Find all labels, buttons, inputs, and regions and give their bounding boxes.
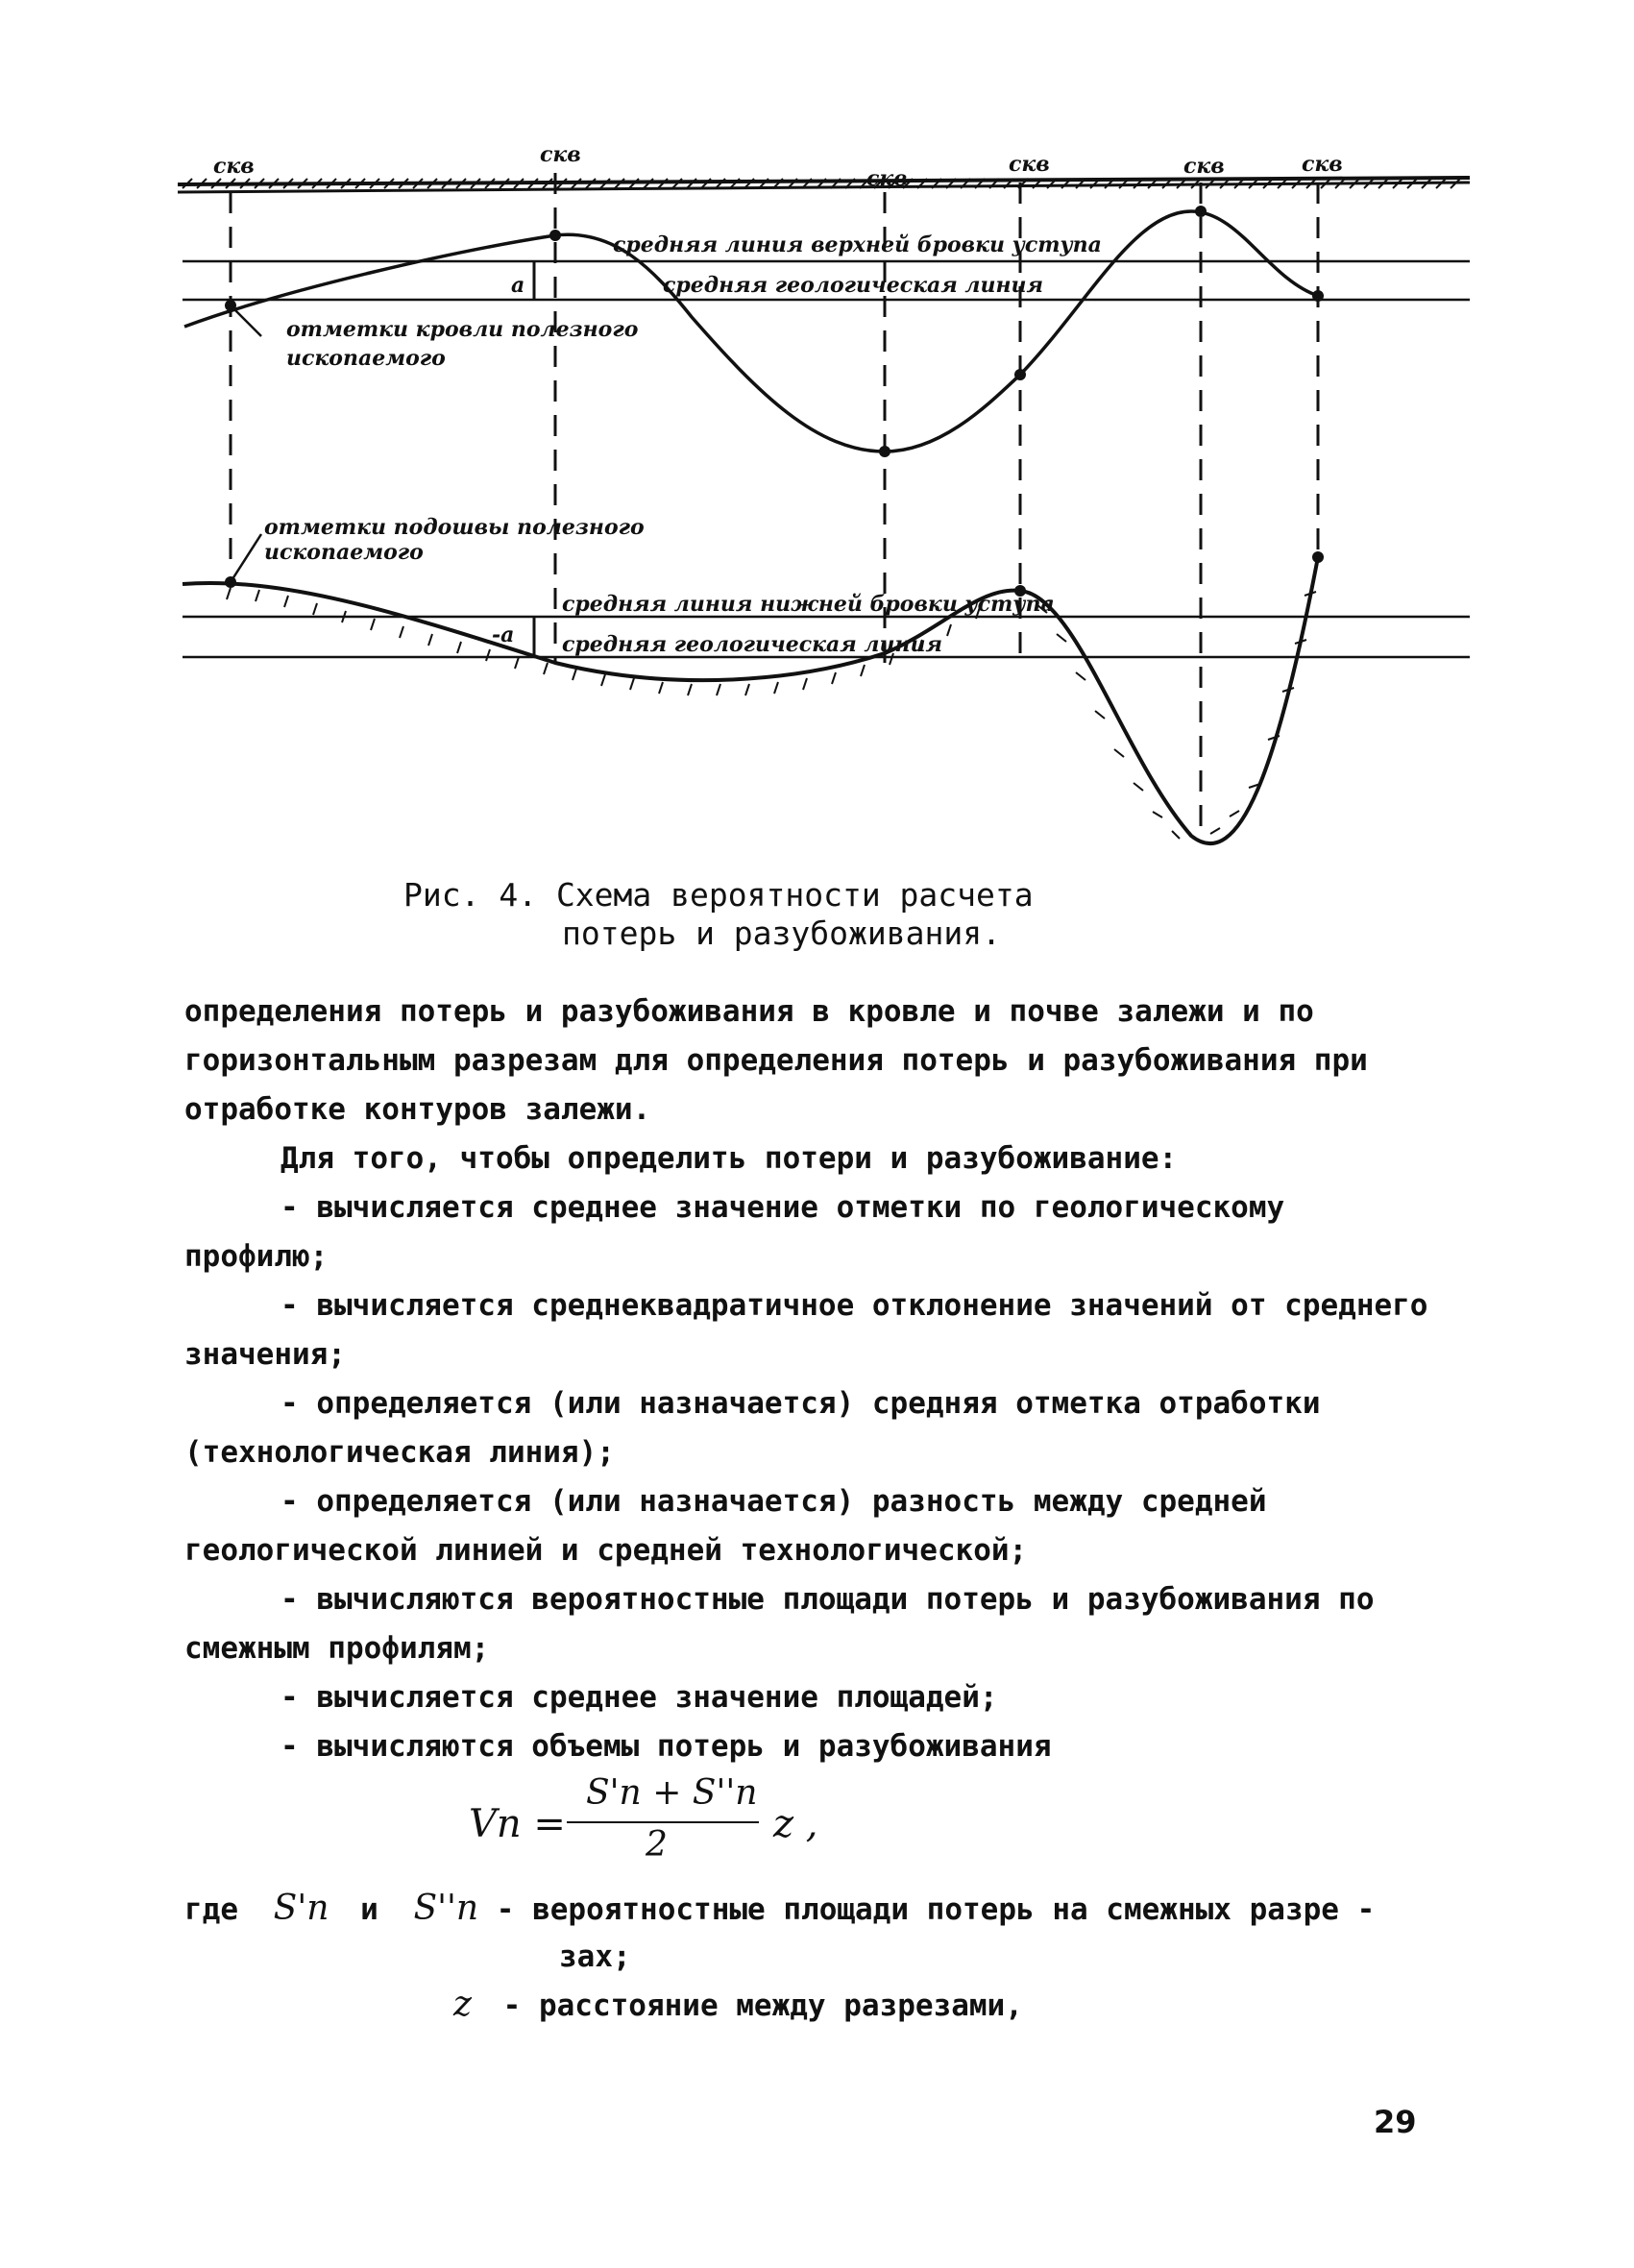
label-floor-2: ископаемого (264, 540, 424, 565)
label-roof: отметки кровли полезного (286, 317, 639, 342)
paragraph-1: определения потерь и разубоживания в кровле и почве залежи и по горизонтальным разрезам для определения потерь и разубоживания при отработке контуров залежи. (184, 994, 1368, 1127)
label-upper-geo: средняя геологическая линия (663, 273, 1044, 298)
bullet-2: - вычисляется среднеквадратичное отклонение значений от среднего значения; (184, 1288, 1428, 1372)
where-sym-2: S''n (413, 1889, 479, 1928)
where-prefix: где (184, 1892, 238, 1927)
where-desc-1: - вероятностные площади потерь на смежных разре - (496, 1892, 1376, 1927)
formula-factor: z , (773, 1802, 818, 1846)
floor-hatching (227, 588, 1316, 839)
figure-4-diagram (0, 0, 1634, 865)
well-label-3: скв (866, 166, 908, 191)
well-label-2: скв (540, 142, 581, 167)
formula-lhs: Vn = (469, 1802, 566, 1846)
well-label-1: скв (213, 154, 255, 179)
where-sym-3: z (453, 1985, 472, 2024)
caption-line-2: потерь и разубоживания. (562, 915, 1001, 952)
label-lower-berm: средняя линия нижней бровки уступа (562, 592, 1055, 617)
where-and: и (360, 1892, 378, 1927)
ground-surface (178, 178, 1470, 192)
label-roof-2: ископаемого (286, 346, 446, 371)
where-desc-3: - расстояние между разрезами, (502, 1988, 1023, 2023)
a-marker-lower: -а (492, 622, 515, 647)
volume-formula (461, 1775, 865, 1881)
formula-fraction-bar (567, 1821, 759, 1823)
bullet-4: - определяется (или назначается) разность между средней геологической линией и средней технологической; (184, 1484, 1267, 1568)
bullet-5: - вычисляются вероятностные площади потерь и разубоживания по смежным профилям; (184, 1582, 1375, 1666)
bullet-3: - определяется (или назначается) средняя отметка отработки (технологическая линия); (184, 1386, 1321, 1470)
bullet-1: - вычисляется среднее значение отметки по геологическому профилю; (184, 1190, 1285, 1274)
formula-numerator: S'n + S''n (586, 1773, 758, 1813)
well-label-5: скв (1183, 154, 1225, 179)
bullet-7: - вычисляются объемы потерь и разубоживания (280, 1729, 1052, 1764)
formula-denominator: 2 (646, 1825, 668, 1865)
where-sym-1: S'n (273, 1889, 329, 1928)
page-number: 29 (1374, 2104, 1417, 2140)
paragraph-2: Для того, чтобы определить потери и разубоживание: (280, 1141, 1178, 1176)
a-marker-upper: а (511, 273, 525, 298)
caption-line-1: Рис. 4. Схема вероятности расчета (403, 876, 1034, 914)
well-label-6: скв (1302, 152, 1343, 177)
label-upper-berm: средняя линия верхней бровки уступа (613, 232, 1102, 257)
where-desc-1b: зах; (559, 1939, 631, 1974)
body-text (184, 988, 1438, 1771)
formula-legend (184, 1885, 1452, 2029)
well-label-4: скв (1009, 152, 1050, 177)
label-lower-geo: средняя геологическая линия (562, 632, 943, 657)
label-floor: отметки подошвы полезного (264, 515, 645, 540)
figure-caption (403, 876, 1034, 953)
bullet-6: - вычисляется среднее значение площадей; (280, 1680, 998, 1715)
